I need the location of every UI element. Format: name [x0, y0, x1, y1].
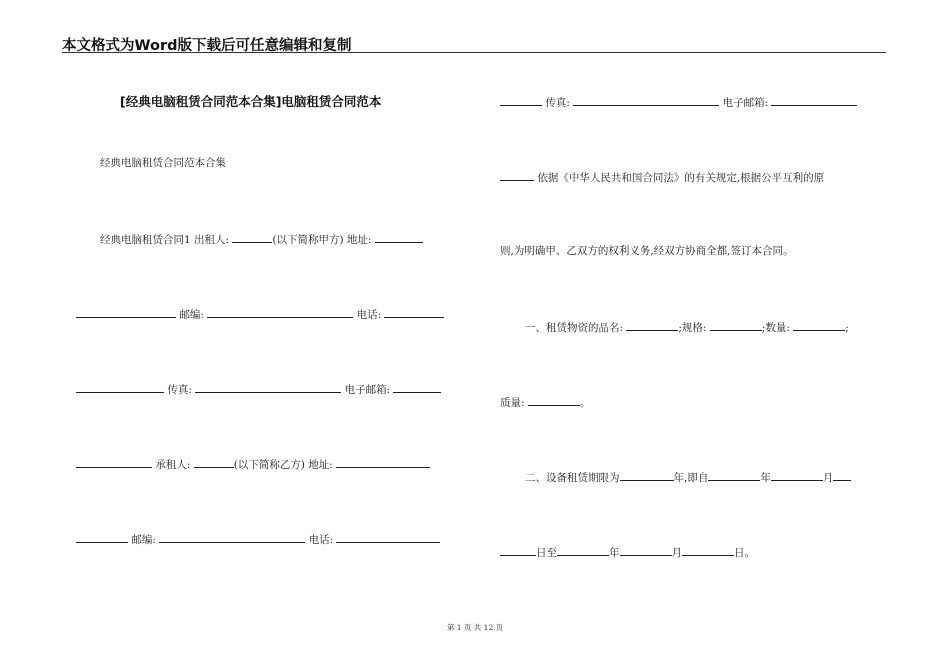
blank — [500, 169, 534, 181]
document-title: [经典电脑租赁合同范本合集]电脑租赁合同范本 — [120, 94, 382, 109]
quality-end: 。 — [579, 397, 591, 409]
day-end-label: 日。 — [734, 547, 755, 559]
term-line — [525, 469, 851, 485]
item-name-label: 一、租赁物资的品名: — [525, 322, 624, 334]
end-day-blank — [682, 544, 734, 556]
basis-line — [500, 169, 824, 185]
postcode-blank — [207, 306, 353, 318]
item-end: ; — [845, 322, 849, 334]
spec-label: ;规格: — [678, 322, 707, 334]
lessor-alias-label: (以下简称甲方) 地址: — [272, 234, 372, 246]
item-line — [525, 319, 849, 335]
lessee-contact-line — [76, 531, 440, 547]
blank — [500, 94, 542, 106]
phone-blank — [384, 306, 444, 318]
email-blank — [771, 94, 857, 106]
blank — [76, 531, 128, 543]
quantity-label: ;数量: — [761, 322, 790, 334]
lessor-address-blank — [375, 231, 423, 243]
blank — [76, 456, 152, 468]
postcode-label: 邮编: — [131, 534, 156, 546]
postcode-blank — [159, 531, 305, 543]
phone-label: 电话: — [356, 309, 382, 321]
format-banner: 本文格式为Word版下载后可任意编辑和复制 — [62, 38, 352, 54]
email-label: 电子邮箱: — [722, 97, 769, 109]
fax-label: 传真: — [545, 97, 570, 109]
start-month-blank — [771, 469, 823, 481]
term-from-label: 年,即自 — [673, 472, 709, 484]
lessor-label: 经典电脑租赁合同1 出租人: — [100, 234, 230, 246]
item-name-blank — [626, 319, 678, 331]
lessee-address-blank — [336, 456, 430, 468]
month-label: 月 — [822, 472, 834, 484]
year-label: 年 — [760, 472, 771, 484]
basis-text: 依据《中华人民共和国合同法》的有关规定,根据公平互利的原 — [537, 172, 825, 184]
end-month-blank — [620, 544, 672, 556]
lessor-contact-line — [76, 306, 444, 322]
page-number: 第 1 页 共 12 页 — [446, 623, 504, 632]
phone-blank — [336, 531, 440, 543]
fax-blank — [195, 381, 341, 393]
principle-line: 则,为明确甲、乙双方的权利义务,经双方协商全都,签订本合同。 — [500, 245, 794, 257]
term-end-line — [500, 544, 755, 560]
spec-blank — [710, 319, 762, 331]
postcode-label: 邮编: — [179, 309, 204, 321]
lessor-line — [100, 231, 423, 247]
quality-line — [500, 394, 590, 410]
phone-label: 电话: — [308, 534, 334, 546]
quantity-blank — [793, 319, 845, 331]
lessor-blank — [232, 231, 272, 243]
quality-blank — [528, 394, 580, 406]
start-day-blank — [833, 469, 851, 481]
term-label: 二、设备租赁期限为 — [525, 472, 620, 484]
blank — [500, 544, 536, 556]
lessee-label: 承租人: — [155, 459, 191, 471]
lessor-fax-line — [76, 381, 441, 397]
blank — [76, 381, 164, 393]
section-heading: 经典电脑租赁合同范本合集 — [100, 157, 226, 169]
day-to-label: 日至 — [536, 547, 557, 559]
lessee-line — [76, 456, 430, 472]
fax-label: 传真: — [167, 384, 192, 396]
fax-blank — [573, 94, 719, 106]
term-years-blank — [620, 469, 674, 481]
lessee-alias-label: (以下简称乙方) 地址: — [233, 459, 333, 471]
lessee-blank — [194, 456, 234, 468]
month-label: 月 — [671, 547, 682, 559]
year-label: 年 — [609, 547, 620, 559]
email-blank — [393, 381, 441, 393]
quality-label: 质量: — [500, 397, 525, 409]
header-rule — [62, 52, 886, 53]
blank — [76, 306, 176, 318]
end-year-blank — [557, 544, 609, 556]
start-year-blank — [708, 469, 760, 481]
lessee-fax-line — [500, 94, 857, 110]
email-label: 电子邮箱: — [344, 384, 391, 396]
